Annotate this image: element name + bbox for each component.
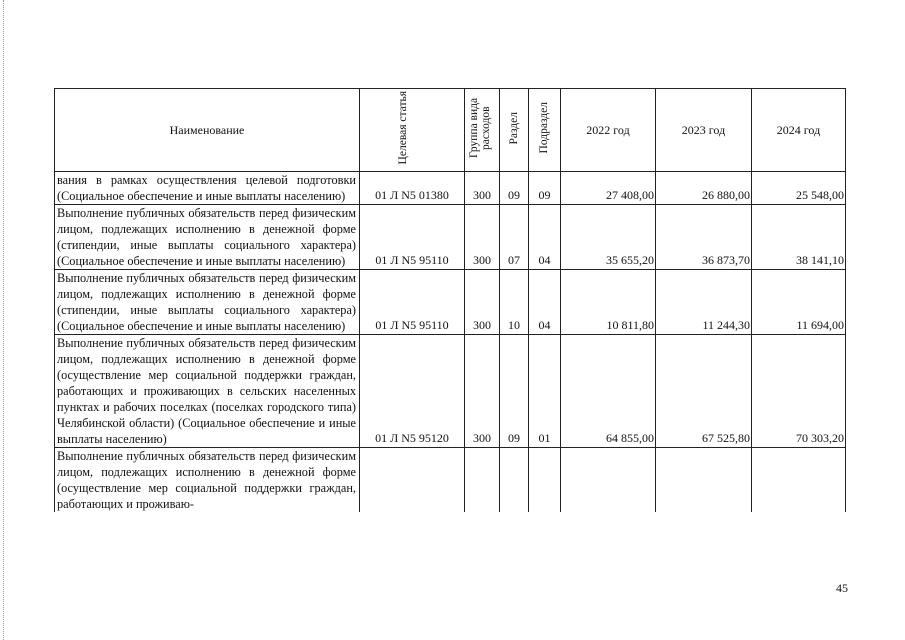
table-row	[55, 335, 846, 448]
page-number: 45	[836, 581, 848, 595]
row-article: 01 Л N5 01380	[360, 172, 465, 205]
row-section: 09	[500, 172, 529, 205]
header-subsection: Подраздел	[529, 89, 561, 172]
row-group	[465, 448, 500, 513]
row-subsection: 04	[529, 205, 561, 270]
row-2024: 70 303,20	[752, 335, 846, 448]
row-subsection	[529, 448, 561, 513]
table-row	[55, 205, 846, 270]
row-name: вания в рамках осуществления целевой подготовки (Социальное обеспечение и иные выплаты населению)	[55, 172, 360, 205]
row-2023: 36 873,70	[656, 205, 752, 270]
row-name: Выполнение публичных обязательств перед физическим лицом, подлежащих исполнению в денежной форме (стипендии, иные выплаты социального характера) (Социальное обеспечение и иные выплаты населению)	[55, 270, 360, 335]
row-section	[500, 448, 529, 513]
header-name: Наименование	[55, 89, 360, 172]
row-2022: 27 408,00	[561, 172, 656, 205]
row-2023	[656, 448, 752, 513]
row-name: Выполнение публичных обязательств перед физическим лицом, подлежащих исполнению в денежной форме (стипендии, иные выплаты социального характера) (Социальное обеспечение и иные выплаты населению)	[55, 205, 360, 270]
table-row	[55, 172, 846, 205]
row-article	[360, 448, 465, 513]
header-2022: 2022 год	[561, 89, 656, 172]
row-name: Выполнение публичных обязательств перед физическим лицом, подлежащих исполнению в денежной форме (осуществление мер социальной поддержки граждан, работающих и проживающих в сельских населенных пунктах и рабочих поселках (поселках городского типа) Челябинской области) (Социальное обеспечение и иные выплаты населению)	[55, 335, 360, 448]
table-header-row	[55, 89, 846, 172]
row-group: 300	[465, 270, 500, 335]
row-2022	[561, 448, 656, 513]
row-subsection: 09	[529, 172, 561, 205]
row-2024: 11 694,00	[752, 270, 846, 335]
header-2023: 2023 год	[656, 89, 752, 172]
table-row	[55, 270, 846, 335]
row-section: 09	[500, 335, 529, 448]
row-group: 300	[465, 205, 500, 270]
row-name: Выполнение публичных обязательств перед физическим лицом, подлежащих исполнению в денежной форме (осуществление мер социальной поддержки граждан, работающих и проживаю-	[55, 448, 360, 513]
row-section: 07	[500, 205, 529, 270]
row-2024: 25 548,00	[752, 172, 846, 205]
header-2024: 2024 год	[752, 89, 846, 172]
row-2024	[752, 448, 846, 513]
header-target-article: Целевая статья	[360, 89, 465, 172]
scan-left-edge	[3, 0, 4, 640]
row-group: 300	[465, 335, 500, 448]
row-2022: 35 655,20	[561, 205, 656, 270]
row-2023: 11 244,30	[656, 270, 752, 335]
row-section: 10	[500, 270, 529, 335]
row-2023: 67 525,80	[656, 335, 752, 448]
row-subsection: 01	[529, 335, 561, 448]
row-2022: 10 811,80	[561, 270, 656, 335]
row-group: 300	[465, 172, 500, 205]
row-article: 01 Л N5 95110	[360, 205, 465, 270]
budget-table	[54, 88, 846, 512]
row-article: 01 Л N5 95110	[360, 270, 465, 335]
row-2022: 64 855,00	[561, 335, 656, 448]
row-article: 01 Л N5 95120	[360, 335, 465, 448]
table-row	[55, 448, 846, 513]
row-2023: 26 880,00	[656, 172, 752, 205]
row-2024: 38 141,10	[752, 205, 846, 270]
row-subsection: 04	[529, 270, 561, 335]
header-section: Раздел	[500, 89, 529, 172]
header-expense-group: Группа вида расходов	[465, 89, 500, 172]
